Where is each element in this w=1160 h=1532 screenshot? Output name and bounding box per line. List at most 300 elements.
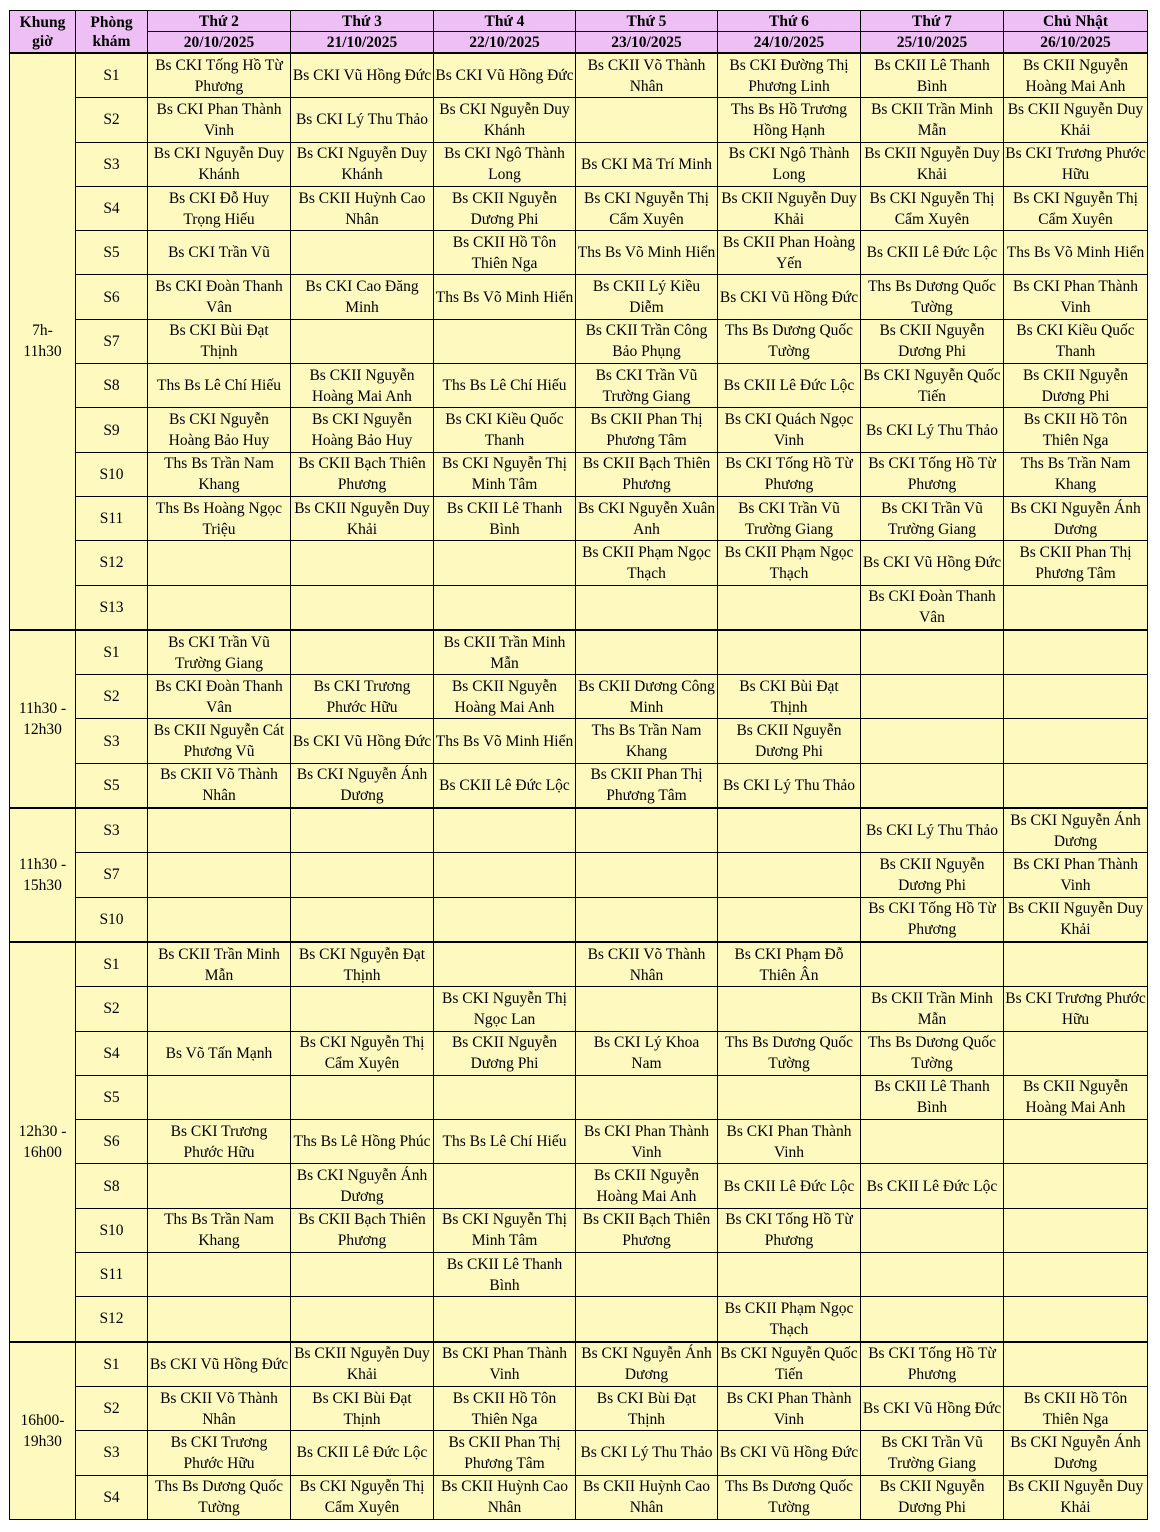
doctor-cell: Bs CKI Nguyễn Quốc Tiến <box>861 364 1004 408</box>
doctor-cell: Bs CKI Mã Trí Minh <box>576 142 718 186</box>
day-name-header: Thứ 4 <box>434 11 576 32</box>
doctor-cell <box>148 585 291 630</box>
doctor-cell: Bs CKII Huỳnh Cao Nhân <box>434 1475 576 1519</box>
schedule-row <box>10 853 1148 897</box>
doctor-cell: Bs CKI Lý Thu Thảo <box>861 408 1004 452</box>
doctor-cell: Bs CKI Phan Thành Vinh <box>434 1342 576 1387</box>
doctor-cell <box>1004 675 1148 719</box>
doctor-cell <box>148 1253 291 1297</box>
schedule-row <box>10 675 1148 719</box>
doctor-cell: Ths Bs Dương Quốc Tường <box>148 1475 291 1519</box>
doctor-cell: Bs CKII Dương Công Minh <box>576 675 718 719</box>
doctor-cell: Bs CKI Nguyễn Ánh Dương <box>1004 496 1148 540</box>
doctor-cell <box>861 763 1004 808</box>
doctor-cell <box>1004 1120 1148 1164</box>
doctor-cell: Bs CKI Bùi Đạt Thịnh <box>576 1386 718 1430</box>
doctor-cell: Bs CKII Nguyễn Duy Khải <box>291 1342 434 1387</box>
doctor-cell: Bs CKI Lý Thu Thảo <box>576 1431 718 1475</box>
doctor-cell: Bs CKII Trần Công Bảo Phụng <box>576 319 718 363</box>
doctor-cell <box>576 98 718 142</box>
doctor-cell: Ths Bs Hoàng Ngọc Triệu <box>148 496 291 540</box>
doctor-cell: Ths Bs Trần Nam Khang <box>1004 452 1148 496</box>
room-cell: S10 <box>76 897 148 942</box>
doctor-cell: Bs CKII Trần Minh Mẫn <box>861 987 1004 1031</box>
schedule-row <box>10 630 1148 675</box>
schedule-row <box>10 53 1148 98</box>
slot-header: Khung giờ <box>10 11 76 54</box>
doctor-cell: Bs CKI Đoàn Thanh Vân <box>861 585 1004 630</box>
doctor-cell: Bs CKII Hồ Tôn Thiên Nga <box>434 1386 576 1430</box>
doctor-cell <box>718 1075 861 1119</box>
doctor-cell: Bs CKI Vũ Hồng Đức <box>291 719 434 763</box>
doctor-cell <box>291 231 434 275</box>
doctor-cell: Bs CKII Lê Thanh Bình <box>861 1075 1004 1119</box>
schedule-row <box>10 1164 1148 1208</box>
doctor-cell: Bs CKI Nguyễn Duy Khánh <box>148 142 291 186</box>
doctor-cell: Ths Bs Dương Quốc Tường <box>861 275 1004 319</box>
doctor-cell: Ths Bs Dương Quốc Tường <box>861 1031 1004 1075</box>
doctor-cell: Bs CKI Tống Hồ Từ Phương <box>861 1342 1004 1387</box>
doctor-cell: Ths Bs Lê Chí Hiếu <box>434 1120 576 1164</box>
doctor-cell: Ths Bs Võ Minh Hiển <box>576 231 718 275</box>
doctor-cell <box>291 808 434 853</box>
doctor-cell: Bs CKI Đoàn Thanh Vân <box>148 275 291 319</box>
schedule-row <box>10 452 1148 496</box>
doctor-cell <box>576 987 718 1031</box>
doctor-cell: Ths Bs Võ Minh Hiển <box>434 275 576 319</box>
doctor-cell: Ths Bs Dương Quốc Tường <box>718 1475 861 1519</box>
doctor-cell: Bs CKI Nguyễn Xuân Anh <box>576 496 718 540</box>
schedule-row <box>10 808 1148 853</box>
doctor-cell: Bs CKI Nguyễn Ánh Dương <box>576 1342 718 1387</box>
doctor-cell: Bs CKI Nguyễn Thị Cẩm Xuyên <box>291 1031 434 1075</box>
doctor-cell <box>148 1164 291 1208</box>
doctor-cell: Bs CKII Nguyễn Hoàng Mai Anh <box>434 675 576 719</box>
doctor-cell: Bs CKI Phan Thành Vinh <box>1004 853 1148 897</box>
doctor-cell: Bs CKI Trần Vũ Trường Giang <box>718 496 861 540</box>
doctor-cell: Bs CKI Phan Thành Vinh <box>576 1120 718 1164</box>
doctor-cell: Bs CKI Nguyễn Thị Cẩm Xuyên <box>861 186 1004 230</box>
schedule-row <box>10 1431 1148 1475</box>
schedule-row <box>10 142 1148 186</box>
schedule-row <box>10 585 1148 630</box>
room-cell: S2 <box>76 987 148 1031</box>
doctor-cell <box>1004 763 1148 808</box>
doctor-cell: Ths Bs Hồ Trương Hồng Hạnh <box>718 98 861 142</box>
day-name-header: Thứ 7 <box>861 11 1004 32</box>
doctor-cell <box>861 1208 1004 1252</box>
doctor-cell <box>434 319 576 363</box>
doctor-cell: Bs CKI Trần Vũ Trường Giang <box>148 630 291 675</box>
doctor-cell <box>576 630 718 675</box>
doctor-cell: Bs CKII Nguyễn Hoàng Mai Anh <box>1004 1075 1148 1119</box>
doctor-cell <box>291 1297 434 1342</box>
doctor-cell <box>718 987 861 1031</box>
doctor-cell: Bs Võ Tấn Mạnh <box>148 1031 291 1075</box>
doctor-cell <box>861 1253 1004 1297</box>
doctor-cell <box>718 808 861 853</box>
schedule-row <box>10 1297 1148 1342</box>
day-date-header: 24/10/2025 <box>718 32 861 54</box>
doctor-cell: Bs CKII Lê Thanh Bình <box>434 1253 576 1297</box>
schedule-row <box>10 1342 1148 1387</box>
schedule-body <box>10 53 1148 1519</box>
room-cell: S10 <box>76 452 148 496</box>
doctor-cell: Bs CKII Nguyễn Dương Phi <box>718 719 861 763</box>
doctor-cell: Bs CKI Nguyễn Ánh Dương <box>1004 808 1148 853</box>
schedule-row <box>10 541 1148 585</box>
room-cell: S2 <box>76 1386 148 1430</box>
room-cell: S3 <box>76 719 148 763</box>
doctor-cell: Bs CKI Vũ Hồng Đức <box>861 541 1004 585</box>
doctor-cell <box>1004 630 1148 675</box>
schedule-row <box>10 987 1148 1031</box>
doctor-cell: Bs CKI Cao Đăng Minh <box>291 275 434 319</box>
doctor-cell <box>718 630 861 675</box>
doctor-cell: Bs CKI Trần Vũ <box>148 231 291 275</box>
doctor-cell: Bs CKII Bạch Thiên Phương <box>291 452 434 496</box>
schedule-row <box>10 1208 1148 1252</box>
time-slot-cell: 11h30 - 15h30 <box>10 808 76 942</box>
doctor-cell: Ths Bs Võ Minh Hiển <box>434 719 576 763</box>
day-date-header: 25/10/2025 <box>861 32 1004 54</box>
doctor-cell: Bs CKII Nguyễn Hoàng Mai Anh <box>291 364 434 408</box>
doctor-cell: Bs CKI Kiều Quốc Thanh <box>1004 319 1148 363</box>
doctor-cell <box>291 541 434 585</box>
doctor-cell: Bs CKI Vũ Hồng Đức <box>718 1431 861 1475</box>
doctor-cell: Bs CKI Vũ Hồng Đức <box>718 275 861 319</box>
doctor-cell <box>148 541 291 585</box>
doctor-cell: Bs CKII Nguyễn Duy Khải <box>861 142 1004 186</box>
doctor-cell: Bs CKII Phan Thị Phương Tâm <box>576 763 718 808</box>
doctor-cell: Ths Bs Dương Quốc Tường <box>718 1031 861 1075</box>
doctor-cell: Bs CKII Lê Đức Lộc <box>718 364 861 408</box>
room-cell: S6 <box>76 275 148 319</box>
schedule-row <box>10 942 1148 987</box>
doctor-cell: Bs CKII Lê Đức Lộc <box>861 231 1004 275</box>
doctor-cell: Bs CKII Lê Đức Lộc <box>718 1164 861 1208</box>
doctor-cell <box>1004 1208 1148 1252</box>
doctor-cell: Bs CKI Lý Khoa Nam <box>576 1031 718 1075</box>
doctor-cell: Bs CKII Huỳnh Cao Nhân <box>291 186 434 230</box>
room-cell: S8 <box>76 1164 148 1208</box>
doctor-cell <box>576 897 718 942</box>
doctor-cell <box>576 1253 718 1297</box>
day-name-header: Thứ 5 <box>576 11 718 32</box>
doctor-cell: Bs CKI Tống Hồ Từ Phương <box>718 452 861 496</box>
room-cell: S13 <box>76 585 148 630</box>
doctor-cell <box>148 808 291 853</box>
doctor-cell: Bs CKII Lê Đức Lộc <box>861 1164 1004 1208</box>
doctor-cell <box>291 897 434 942</box>
doctor-cell <box>291 319 434 363</box>
schedule-row <box>10 719 1148 763</box>
doctor-cell <box>576 853 718 897</box>
doctor-cell: Bs CKI Tống Hồ Từ Phương <box>148 53 291 98</box>
day-date-header: 20/10/2025 <box>148 32 291 54</box>
schedule-row <box>10 1475 1148 1519</box>
doctor-cell: Bs CKII Hồ Tôn Thiên Nga <box>434 231 576 275</box>
room-cell: S5 <box>76 231 148 275</box>
schedule-row <box>10 1031 1148 1075</box>
room-cell: S9 <box>76 408 148 452</box>
doctor-cell: Bs CKI Trương Phước Hữu <box>1004 142 1148 186</box>
doctor-cell: Bs CKI Nguyễn Hoàng Bảo Huy <box>291 408 434 452</box>
doctor-cell: Bs CKI Phan Thành Vinh <box>1004 275 1148 319</box>
doctor-cell: Bs CKII Trần Minh Mẫn <box>861 98 1004 142</box>
room-cell: S12 <box>76 1297 148 1342</box>
doctor-cell: Bs CKII Lê Thanh Bình <box>861 53 1004 98</box>
doctor-cell: Bs CKII Võ Thành Nhân <box>148 763 291 808</box>
doctor-cell: Ths Bs Trần Nam Khang <box>576 719 718 763</box>
doctor-cell <box>1004 942 1148 987</box>
doctor-cell <box>576 1075 718 1119</box>
doctor-cell: Bs CKII Nguyễn Hoàng Mai Anh <box>576 1164 718 1208</box>
doctor-cell: Bs CKII Nguyễn Dương Phi <box>861 1475 1004 1519</box>
room-cell: S1 <box>76 942 148 987</box>
doctor-cell: Bs CKII Huỳnh Cao Nhân <box>576 1475 718 1519</box>
doctor-cell: Bs CKII Phạm Ngọc Thạch <box>576 541 718 585</box>
day-date-header: 26/10/2025 <box>1004 32 1148 54</box>
header-row-dates <box>10 32 1148 54</box>
doctor-cell <box>1004 1031 1148 1075</box>
doctor-cell: Bs CKII Nguyễn Duy Khải <box>1004 98 1148 142</box>
doctor-cell: Bs CKI Nguyễn Quốc Tiến <box>718 1342 861 1387</box>
doctor-cell: Bs CKI Đoàn Thanh Vân <box>148 675 291 719</box>
doctor-cell <box>148 1297 291 1342</box>
doctor-cell <box>1004 1253 1148 1297</box>
doctor-cell: Bs CKI Phạm Đỗ Thiên Ân <box>718 942 861 987</box>
doctor-cell: Bs CKI Vũ Hồng Đức <box>148 1342 291 1387</box>
doctor-cell: Bs CKII Hồ Tôn Thiên Nga <box>1004 408 1148 452</box>
doctor-cell: Bs CKII Nguyễn Dương Phi <box>434 186 576 230</box>
doctor-cell: Bs CKI Kiều Quốc Thanh <box>434 408 576 452</box>
day-name-header: Thứ 6 <box>718 11 861 32</box>
doctor-cell <box>291 1253 434 1297</box>
doctor-cell: Bs CKI Nguyễn Thị Cẩm Xuyên <box>291 1475 434 1519</box>
time-slot-cell: 16h00- 19h30 <box>10 1342 76 1520</box>
room-cell: S4 <box>76 1031 148 1075</box>
room-cell: S3 <box>76 808 148 853</box>
doctor-cell: Bs CKI Nguyễn Thị Minh Tâm <box>434 1208 576 1252</box>
doctor-cell: Bs CKI Tống Hồ Từ Phương <box>718 1208 861 1252</box>
room-cell: S1 <box>76 630 148 675</box>
doctor-cell <box>434 897 576 942</box>
doctor-cell: Ths Bs Lê Chí Hiếu <box>148 364 291 408</box>
doctor-cell <box>148 853 291 897</box>
doctor-cell <box>291 630 434 675</box>
doctor-cell <box>861 719 1004 763</box>
doctor-cell: Bs CKII Nguyễn Duy Khải <box>1004 1475 1148 1519</box>
doctor-cell: Bs CKI Nguyễn Duy Khánh <box>291 142 434 186</box>
doctor-cell <box>434 541 576 585</box>
doctor-cell: Bs CKI Lý Thu Thảo <box>718 763 861 808</box>
doctor-cell: Bs CKI Phan Thành Vinh <box>718 1386 861 1430</box>
doctor-cell: Bs CKII Nguyễn Duy Khải <box>718 186 861 230</box>
doctor-cell: Bs CKII Lê Thanh Bình <box>434 496 576 540</box>
doctor-cell: Bs CKII Nguyễn Dương Phi <box>861 853 1004 897</box>
doctor-cell: Bs CKII Nguyễn Dương Phi <box>434 1031 576 1075</box>
doctor-cell: Bs CKII Bạch Thiên Phương <box>576 452 718 496</box>
doctor-cell: Bs CKII Nguyễn Duy Khải <box>291 496 434 540</box>
schedule-row <box>10 275 1148 319</box>
doctor-cell <box>434 1297 576 1342</box>
doctor-cell: Bs CKII Phạm Ngọc Thạch <box>718 541 861 585</box>
doctor-cell: Bs CKII Nguyễn Cát Phương Vũ <box>148 719 291 763</box>
doctor-cell: Bs CKI Nguyễn Ánh Dương <box>291 1164 434 1208</box>
schedule-row <box>10 897 1148 942</box>
doctor-cell: Bs CKI Vũ Hồng Đức <box>434 53 576 98</box>
schedule-row <box>10 186 1148 230</box>
room-cell: S6 <box>76 1120 148 1164</box>
room-cell: S7 <box>76 853 148 897</box>
time-slot-cell: 12h30 - 16h00 <box>10 942 76 1342</box>
room-cell: S1 <box>76 1342 148 1387</box>
doctor-cell: Bs CKI Ngô Thành Long <box>718 142 861 186</box>
day-date-header: 21/10/2025 <box>291 32 434 54</box>
doctor-cell: Bs CKI Nguyễn Thị Minh Tâm <box>434 452 576 496</box>
doctor-cell: Bs CKI Nguyễn Ánh Dương <box>1004 1431 1148 1475</box>
doctor-cell <box>1004 719 1148 763</box>
doctor-cell <box>291 987 434 1031</box>
day-name-header: Thứ 3 <box>291 11 434 32</box>
doctor-cell <box>718 853 861 897</box>
doctor-cell: Bs CKII Trần Minh Mẫn <box>434 630 576 675</box>
doctor-cell: Ths Bs Lê Hồng Phúc <box>291 1120 434 1164</box>
doctor-cell: Bs CKI Tống Hồ Từ Phương <box>861 452 1004 496</box>
doctor-cell: Bs CKII Lê Đức Lộc <box>434 763 576 808</box>
doctor-cell: Bs CKI Trương Phước Hữu <box>1004 987 1148 1031</box>
doctor-cell <box>434 808 576 853</box>
doctor-cell: Ths Bs Trần Nam Khang <box>148 452 291 496</box>
doctor-cell: Bs CKI Nguyễn Thị Ngọc Lan <box>434 987 576 1031</box>
doctor-cell: Bs CKI Bùi Đạt Thịnh <box>718 675 861 719</box>
doctor-cell: Bs CKI Nguyễn Duy Khánh <box>434 98 576 142</box>
schedule-row <box>10 408 1148 452</box>
doctor-cell <box>861 942 1004 987</box>
doctor-cell: Bs CKII Trần Minh Mẫn <box>148 942 291 987</box>
doctor-cell: Bs CKI Vũ Hồng Đức <box>291 53 434 98</box>
doctor-cell: Bs CKI Bùi Đạt Thịnh <box>148 319 291 363</box>
doctor-cell: Bs CKII Võ Thành Nhân <box>576 942 718 987</box>
schedule-row <box>10 319 1148 363</box>
doctor-cell: Bs CKII Nguyễn Dương Phi <box>1004 364 1148 408</box>
schedule-row <box>10 1386 1148 1430</box>
doctor-cell: Bs CKI Lý Thu Thảo <box>861 808 1004 853</box>
doctor-schedule-table <box>9 10 1148 1520</box>
doctor-cell <box>718 585 861 630</box>
doctor-cell <box>718 1253 861 1297</box>
doctor-cell <box>291 853 434 897</box>
header-row-days <box>10 11 1148 32</box>
time-slot-cell: 11h30 - 12h30 <box>10 630 76 808</box>
doctor-cell <box>861 675 1004 719</box>
room-header: Phòng khám <box>76 11 148 54</box>
doctor-cell <box>148 1075 291 1119</box>
schedule-row <box>10 763 1148 808</box>
room-cell: S7 <box>76 319 148 363</box>
doctor-cell: Bs CKII Phạm Ngọc Thạch <box>718 1297 861 1342</box>
doctor-cell <box>1004 1342 1148 1387</box>
day-name-header: Chủ Nhật <box>1004 11 1148 32</box>
doctor-cell <box>576 585 718 630</box>
room-cell: S5 <box>76 763 148 808</box>
doctor-cell: Bs CKI Trương Phước Hữu <box>148 1431 291 1475</box>
room-cell: S2 <box>76 98 148 142</box>
time-slot-cell: 7h- 11h30 <box>10 53 76 630</box>
doctor-cell: Bs CKII Nguyễn Dương Phi <box>861 319 1004 363</box>
room-cell: S5 <box>76 1075 148 1119</box>
doctor-cell: Bs CKI Ngô Thành Long <box>434 142 576 186</box>
doctor-cell: Bs CKI Quách Ngọc Vinh <box>718 408 861 452</box>
doctor-cell: Bs CKII Phan Thị Phương Tâm <box>1004 541 1148 585</box>
schedule-row <box>10 98 1148 142</box>
doctor-cell: Bs CKI Trương Phước Hữu <box>291 675 434 719</box>
schedule-row <box>10 231 1148 275</box>
doctor-cell: Bs CKII Phan Thị Phương Tâm <box>434 1431 576 1475</box>
room-cell: S10 <box>76 1208 148 1252</box>
doctor-cell: Bs CKI Nguyễn Thị Cẩm Xuyên <box>1004 186 1148 230</box>
doctor-cell <box>291 1075 434 1119</box>
table-header <box>10 11 1148 54</box>
doctor-cell: Ths Bs Trần Nam Khang <box>148 1208 291 1252</box>
room-cell: S3 <box>76 1431 148 1475</box>
doctor-cell: Ths Bs Lê Chí Hiếu <box>434 364 576 408</box>
doctor-cell: Bs CKII Hồ Tôn Thiên Nga <box>1004 1386 1148 1430</box>
doctor-cell: Bs CKI Lý Thu Thảo <box>291 98 434 142</box>
doctor-cell: Ths Bs Dương Quốc Tường <box>718 319 861 363</box>
doctor-cell: Bs CKI Vũ Hồng Đức <box>861 1386 1004 1430</box>
doctor-cell: Bs CKI Phan Thành Vinh <box>718 1120 861 1164</box>
doctor-cell: Bs CKII Võ Thành Nhân <box>148 1386 291 1430</box>
doctor-cell: Bs CKI Nguyễn Đạt Thịnh <box>291 942 434 987</box>
room-cell: S11 <box>76 496 148 540</box>
doctor-cell: Bs CKI Nguyễn Thị Cẩm Xuyên <box>576 186 718 230</box>
room-cell: S4 <box>76 186 148 230</box>
doctor-cell <box>576 808 718 853</box>
doctor-cell: Bs CKI Nguyễn Hoàng Bảo Huy <box>148 408 291 452</box>
doctor-cell: Bs CKI Trần Vũ Trường Giang <box>861 496 1004 540</box>
day-date-header: 23/10/2025 <box>576 32 718 54</box>
doctor-cell: Bs CKI Tống Hồ Từ Phương <box>861 897 1004 942</box>
doctor-cell <box>434 942 576 987</box>
doctor-cell: Bs CKI Đỗ Huy Trọng Hiếu <box>148 186 291 230</box>
doctor-cell: Bs CKII Bạch Thiên Phương <box>576 1208 718 1252</box>
doctor-cell: Bs CKII Lý Kiều Diễm <box>576 275 718 319</box>
doctor-cell <box>434 853 576 897</box>
doctor-cell <box>148 897 291 942</box>
schedule-row <box>10 496 1148 540</box>
doctor-cell <box>861 630 1004 675</box>
doctor-cell: Bs CKII Lê Đức Lộc <box>291 1431 434 1475</box>
doctor-cell <box>576 1297 718 1342</box>
doctor-cell: Bs CKII Phan Hoàng Yến <box>718 231 861 275</box>
schedule-row <box>10 1075 1148 1119</box>
schedule-row <box>10 1253 1148 1297</box>
doctor-cell: Bs CKI Phan Thành Vinh <box>148 98 291 142</box>
day-date-header: 22/10/2025 <box>434 32 576 54</box>
room-cell: S11 <box>76 1253 148 1297</box>
doctor-cell <box>434 1075 576 1119</box>
doctor-cell: Bs CKII Phan Thị Phương Tâm <box>576 408 718 452</box>
doctor-cell <box>1004 1164 1148 1208</box>
doctor-cell: Bs CKI Trần Vũ Trường Giang <box>576 364 718 408</box>
day-name-header: Thứ 2 <box>148 11 291 32</box>
doctor-cell: Bs CKII Bạch Thiên Phương <box>291 1208 434 1252</box>
room-cell: S3 <box>76 142 148 186</box>
room-cell: S12 <box>76 541 148 585</box>
doctor-cell: Bs CKI Nguyễn Ánh Dương <box>291 763 434 808</box>
